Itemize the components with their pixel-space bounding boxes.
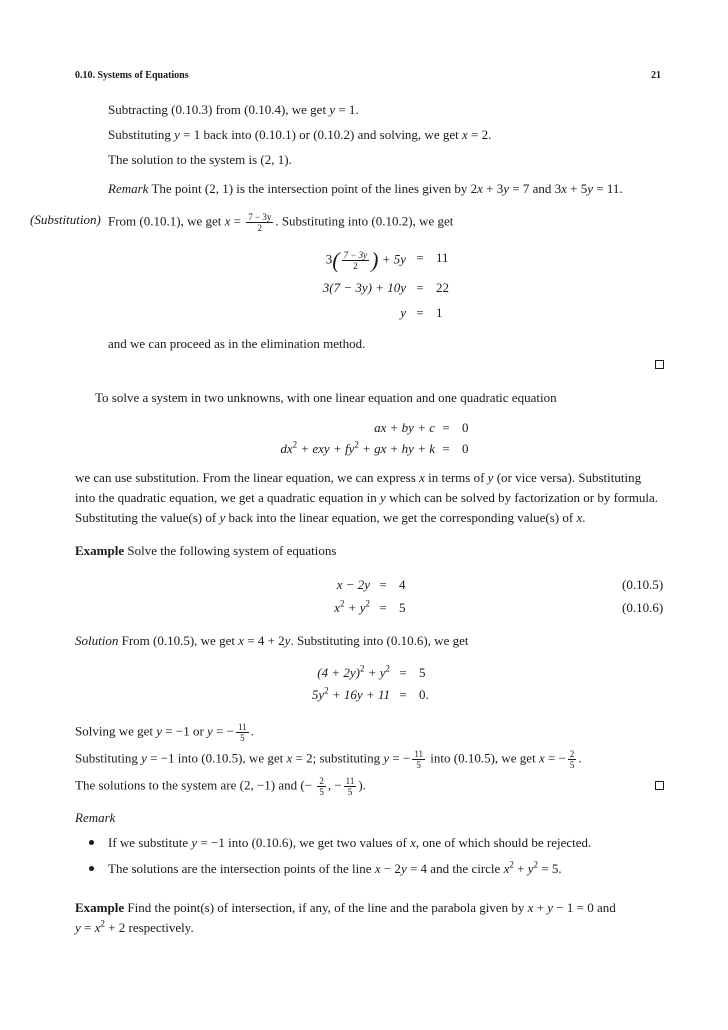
example-2-line-2: $y = x^2 + 2$ respectively. <box>75 918 194 935</box>
eq-b2-equals: = <box>442 441 450 456</box>
line-substituting-values: Substituting y = −1 into (0.10.5), we get x = 2; substituting y = − $\frac{11}{5}$ into (0.10.5), we get x = − $\frac{2}{5}$ . <box>75 749 582 770</box>
eq-tag-0106: (0.10.6) <box>622 600 664 615</box>
bullet-item-2: The solutions are the intersection points of the line x − 2y = 4 and the circle $x^2 + y^2 = 5$. <box>108 859 562 876</box>
eq-a2-equals: = <box>416 280 424 295</box>
line-subtracting: Subtracting (0.10.3) from (0.10.4), we get y = 1. <box>108 102 359 117</box>
remark-intersection: Remark The point (2, 1) is the intersection point of the lines given by 2x + 3y = 7 and 3x + 5y = 11. <box>108 181 623 196</box>
eq-b2-rhs: 0 <box>462 441 469 456</box>
line-from-0101: From (0.10.1), we get x = $\frac{7 - 3y}{2}$ . Substituting into (0.10.2), we get <box>108 212 454 233</box>
qed-square-icon <box>655 781 664 790</box>
eq-c1-lhs: x − 2y <box>336 577 370 592</box>
para-substitution-2: into the quadratic equation, we get a quadratic equation in y which can be solved by factorization or by formula. <box>75 490 658 505</box>
eq-d1-rhs: 5 <box>419 665 426 680</box>
bullet-icon <box>89 866 94 871</box>
eq-b1-equals: = <box>442 420 450 435</box>
eq-a1-equals: = <box>416 250 424 265</box>
example-2-line-1: Example Find the point(s) of intersection, if any, of the line and the parabola given by x + y − 1 = 0 and <box>75 900 616 915</box>
eq-a3-lhs: y <box>400 305 406 320</box>
running-header: 0.10. Systems of Equations <box>75 70 189 81</box>
eq-c1-equals: = <box>379 577 387 592</box>
eq-c2-rhs: 5 <box>399 600 406 615</box>
eq-c2-equals: = <box>379 600 387 615</box>
line-solving: Solving we get y = −1 or y = − $\frac{11}{5}$ . <box>75 722 254 743</box>
eq-tag-0105: (0.10.5) <box>622 577 664 592</box>
eq-d2-equals: = <box>399 687 407 702</box>
line-substituting-back: Substituting y = 1 back into (0.10.1) or (0.10.2) and solving, we get x = 2. <box>108 127 492 142</box>
eq-a3-equals: = <box>416 305 424 320</box>
eq-d1-equals: = <box>399 665 407 680</box>
eq-b2-lhs: $dx^2$ + exy + $fy^2$ + gx + hy + k <box>280 439 435 456</box>
line-solutions: The solutions to the system are (2, −1) and (− $\frac{2}{5}$ , − $\frac{11}{5}$ ). <box>75 776 366 797</box>
margin-label-substitution: (Substitution) <box>30 212 101 227</box>
solution-line: Solution From (0.10.5), we get x = 4 + 2y. Substituting into (0.10.6), we get <box>75 633 469 648</box>
eq-b1-rhs: 0 <box>462 420 469 435</box>
eq-a1-rhs: 11 <box>436 250 449 265</box>
bullet-icon <box>89 840 94 845</box>
eq-a1-lhs: 3( $\frac{7 - 3y}{2}$ ) + 5y <box>325 247 406 273</box>
eq-d1-lhs: $(4 + 2y)^2 + y^2$ <box>317 663 390 680</box>
para-substitution-3: Substituting the value(s) of y back into the linear equation, we get the corresponding value(s) of x. <box>75 510 586 525</box>
eq-d2-rhs: 0. <box>419 687 429 702</box>
example-1-heading: Example Solve the following system of equations <box>75 543 337 558</box>
page-number: 21 <box>651 70 661 81</box>
fraction: $\frac{7 - 3y}{2}$ <box>248 212 272 233</box>
para-substitution-1: we can use substitution. From the linear equation, we can express x in terms of y (or vice versa). Substituting <box>75 470 642 485</box>
qed-square-icon <box>655 360 664 369</box>
bullet-item-1: If we substitute y = −1 into (0.10.6), we get two values of x, one of which should be rejected. <box>108 835 592 850</box>
eq-a2-rhs: 22 <box>436 280 449 295</box>
eq-b1-lhs: ax + by + c <box>374 420 435 435</box>
eq-a3-rhs: 1 <box>436 305 443 320</box>
para-two-unknowns: To solve a system in two unknowns, with one linear equation and one quadratic equation <box>95 390 557 405</box>
eq-d2-lhs: $5y^2 + 16y + 11$ <box>311 685 390 702</box>
eq-c2-lhs: $x^2 + y^2$ <box>334 598 370 615</box>
line-solution-system: The solution to the system is (2, 1). <box>108 152 292 167</box>
remark-2-label: Remark <box>75 810 116 825</box>
line-proceed: and we can proceed as in the elimination method. <box>108 336 366 351</box>
eq-a2-lhs: 3(7 − 3y) + 10y <box>322 280 406 295</box>
eq-c1-rhs: 4 <box>399 577 406 592</box>
